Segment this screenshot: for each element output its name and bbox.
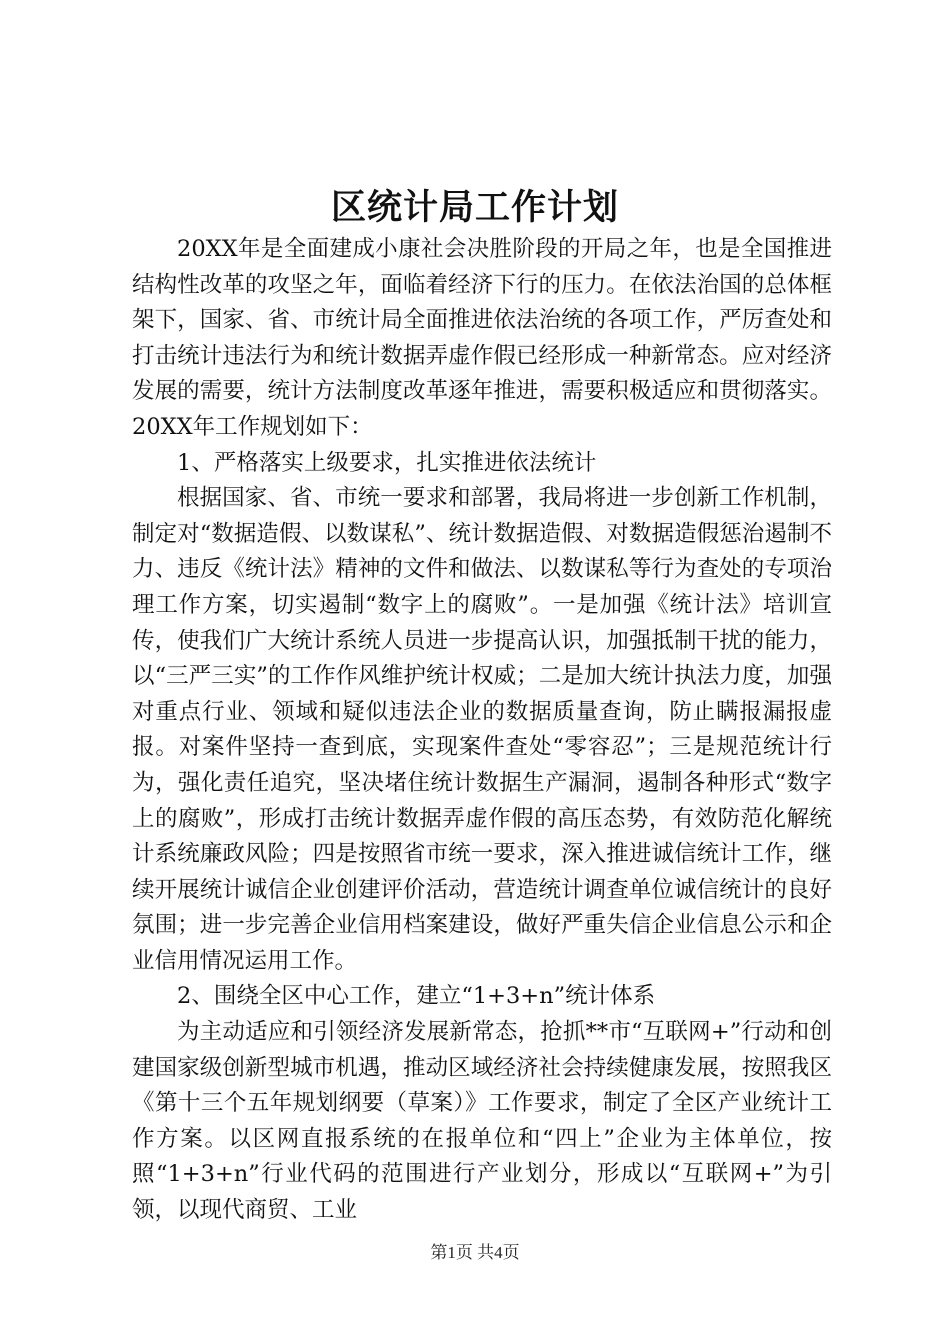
section-paragraph-1: 根据国家、省、市统一要求和部署，我局将进一步创新工作机制，制定对“数据造假、以数谋私”、统计数据造假、对数据造假惩治遏制不力、违反《统计法》精神的文件和做法、以数谋私等行为查处的专项治理工作方案，切实遏制“数字上的腐败”。一是加强《统计法》培训宣传，使我们广大统计系统人员进一步提高认识，加强抵制干扰的能力，以“三严三实”的工作作风维护统计权威；二是加大统计执法力度，加强对重点行业、领域和疑似违法企业的数据质量查询，防止瞒报漏报虚报。对案件坚持一查到底，实现案件查处“零容忍”；三是规范统计行为，强化责任追究，坚决堵住统计数据生产漏洞，遏制各种形式“数字上的腐败”，形成打击统计数据弄虚作假的高压态势，有效防范化解统计系统廉政风险；四是按照省市统一要求，深入推进诚信统计工作，继续开展统计诚信企业创建评价活动，营造统计调查单位诚信统计的良好氛围；进一步完善企业信用档案建设，做好严重失信企业信息公示和企业信用情况运用工作。 — [132, 485, 832, 974]
page-number-footer: 第1页 共4页 — [430, 1243, 520, 1262]
section-heading-2: 2、围绕全区中心工作，建立“1+3+n”统计体系 — [177, 983, 656, 1010]
section-heading-1: 1、严格落实上级要求，扎实推进依法统计 — [177, 449, 597, 476]
section-paragraph-2: 为主动适应和引领经济发展新常态，抢抓**市“互联网+”行动和创建国家级创新型城市机遇，推动区域经济社会持续健康发展，按照我区《第十三个五年规划纲要（草案）》工作要求，制定了全区产业统计工作方案。以区网直报系统的在报单位和“四上”企业为主体单位，按照“1+3+n”行业代码的范围进行产业划分，形成以“互联网+”为引领，以现代商贸、工业 — [132, 1019, 832, 1224]
intro-paragraph: 20XX年是全面建成小康社会决胜阶段的开局之年，也是全国推进结构性改革的攻坚之年，面临着经济下行的压力。在依法治国的总体框架下，国家、省、市统计局全面推进依法治统的各项工作，严厉查处和打击统计违法行为和统计数据弄虚作假已经形成一种新常态。应对经济发展的需要，统计方法制度改革逐年推进，需要积极适应和贯彻落实。20XX年工作规划如下： — [132, 236, 832, 440]
document-title: 区统计局工作计划 — [330, 187, 619, 228]
document-body — [132, 232, 832, 1229]
